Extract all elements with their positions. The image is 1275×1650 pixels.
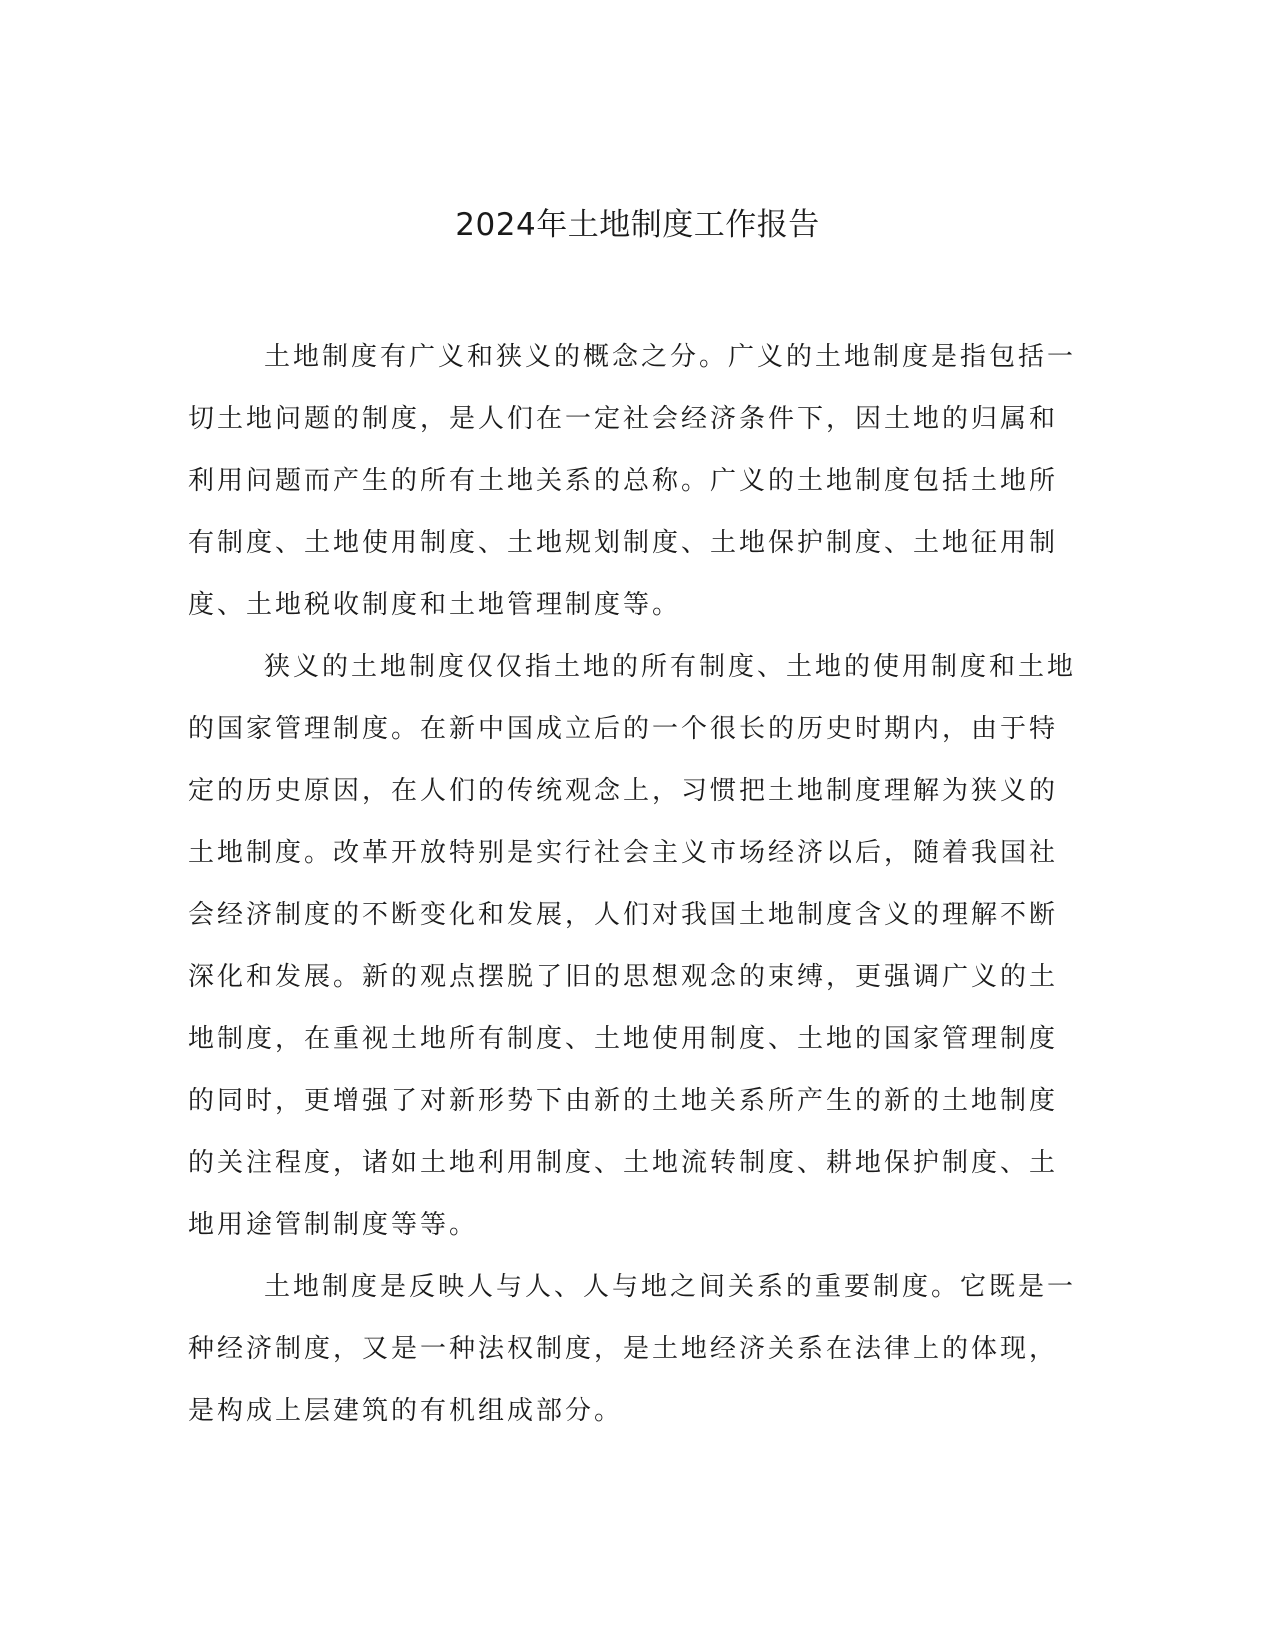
paragraph-2 (188, 636, 1077, 1256)
document-title: 2024年土地制度工作报告 (455, 207, 820, 243)
paragraph-line: 是构成上层建筑的有机组成部分。 (188, 1396, 624, 1426)
paragraph-line: 利用问题而产生的所有土地关系的总称。广义的土地制度包括土地所 (188, 466, 1059, 496)
paragraph-line: 的关注程度，诸如土地利用制度、土地流转制度、耕地保护制度、土 (188, 1148, 1059, 1178)
document-body (188, 326, 1077, 1442)
paragraph-line: 定的历史原因，在人们的传统观念上，习惯把土地制度理解为狭义的 (188, 776, 1059, 806)
paragraph-line: 度、土地税收制度和土地管理制度等。 (188, 590, 682, 620)
paragraph-line: 土地制度。改革开放特别是实行社会主义市场经济以后，随着我国社 (188, 838, 1059, 868)
paragraph-line: 的国家管理制度。在新中国成立后的一个很长的历史时期内，由于特 (188, 714, 1059, 744)
paragraph-line: 的同时，更增强了对新形势下由新的土地关系所产生的新的土地制度 (188, 1086, 1059, 1116)
paragraph-line: 土地制度是反映人与人、人与地之间关系的重要制度。它既是一 (264, 1272, 1077, 1302)
paragraph-line: 种经济制度，又是一种法权制度，是土地经济关系在法律上的体现， (188, 1334, 1059, 1364)
paragraph-line: 地用途管制制度等等。 (188, 1210, 479, 1240)
paragraph-line: 切土地问题的制度，是人们在一定社会经济条件下，因土地的归属和 (188, 404, 1059, 434)
paragraph-line: 深化和发展。新的观点摆脱了旧的思想观念的束缚，更强调广义的土 (188, 962, 1059, 992)
paragraph-line: 地制度，在重视土地所有制度、土地使用制度、土地的国家管理制度 (188, 1024, 1059, 1054)
paragraph-line: 会经济制度的不断变化和发展，人们对我国土地制度含义的理解不断 (188, 900, 1059, 930)
paragraph-1 (188, 326, 1077, 636)
paragraph-line: 狭义的土地制度仅仅指土地的所有制度、土地的使用制度和土地 (264, 652, 1077, 682)
paragraph-line: 土地制度有广义和狭义的概念之分。广义的土地制度是指包括一 (264, 342, 1077, 372)
paragraph-3 (188, 1256, 1077, 1442)
paragraph-line: 有制度、土地使用制度、土地规划制度、土地保护制度、土地征用制 (188, 528, 1059, 558)
